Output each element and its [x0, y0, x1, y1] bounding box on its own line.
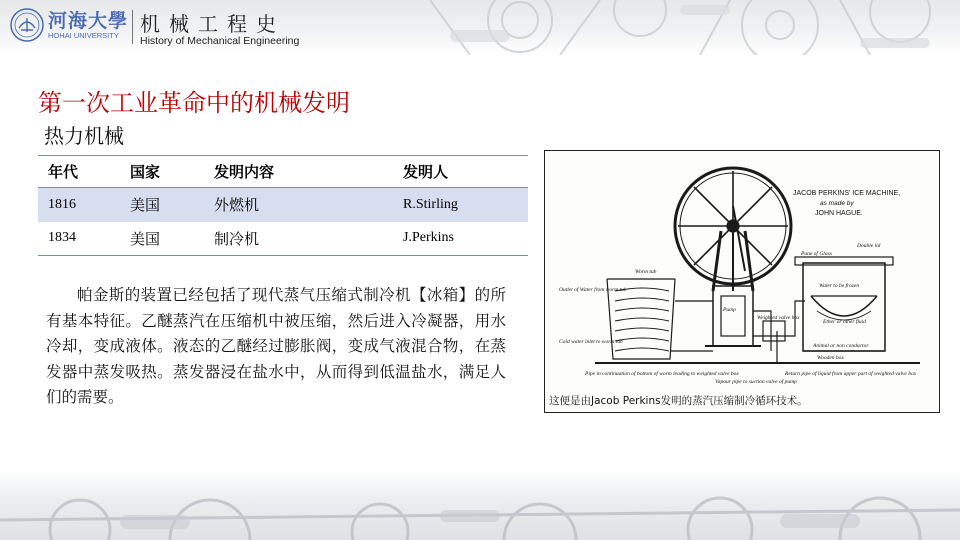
- label-water-frozen: Water to be frozen: [819, 283, 860, 289]
- ice-machine-figure: [544, 150, 940, 413]
- label-ether: Ether or other fluid: [823, 319, 866, 325]
- table-header-row: [38, 156, 528, 188]
- cell-year: 1816: [38, 188, 120, 222]
- label-outlet: Outlet of Water from worm tub: [559, 287, 627, 293]
- label-return-pipe: Return pipe of liquid from upper part of weighted valve box: [785, 371, 917, 377]
- table-row: [38, 188, 528, 222]
- slide-title: 第一次工业革命中的机械发明: [38, 89, 350, 117]
- label-worm-tub: Worm tub: [635, 269, 657, 275]
- label-pane: Pane of Glass: [801, 251, 832, 257]
- university-logo-icon: [10, 8, 44, 42]
- figure-title-line1: JACOB PERKINS' ICE MACHINE,: [793, 190, 901, 197]
- cell-country: 美国: [120, 222, 204, 256]
- header-year: 年代: [38, 156, 120, 188]
- inventions-table: [38, 155, 528, 256]
- header-country: 国家: [120, 156, 204, 188]
- footer-band: [0, 470, 960, 540]
- footer-machinery-background: [0, 470, 960, 540]
- cell-invention: 制冷机: [204, 222, 393, 256]
- label-pipe-continuation: Pipe in continuation of bottom of worm leading to weighted valve box: [585, 371, 739, 377]
- cell-inventor: J.Perkins: [393, 222, 528, 256]
- figure-caption: 这便是由Jacob Perkins发明的蒸汽压缩制冷循环技术。: [549, 395, 808, 407]
- figure-title-line2: as made by: [820, 200, 854, 207]
- header-invention: 发明内容: [204, 156, 393, 188]
- cell-inventor: R.Stirling: [393, 188, 528, 222]
- course-title-cn: 机械工程史: [140, 12, 285, 36]
- cell-country: 美国: [120, 188, 204, 222]
- ice-machine-drawing: [545, 151, 941, 414]
- label-wooden-box: Wooden box: [817, 355, 844, 361]
- figure-title-line3: JOHN HAGUE.: [815, 210, 863, 217]
- label-vapour-pipe: Vapour pipe to suction valve of pump: [715, 379, 797, 385]
- header-divider: [132, 10, 133, 44]
- label-weighted-valve: Weighted valve box: [757, 315, 800, 321]
- table-row: [38, 222, 528, 256]
- university-name-cn: 河海大學: [48, 10, 129, 32]
- university-name-en: HOHAI UNIVERSITY: [48, 31, 119, 40]
- label-pump: Pump: [723, 307, 736, 313]
- label-cold-water: Cold water inlet to worm tub: [559, 339, 623, 345]
- cell-invention: 外燃机: [204, 188, 393, 222]
- label-nonconductor: Animal or non conductor: [813, 343, 869, 349]
- header-inventor: 发明人: [393, 156, 528, 188]
- slide-subtitle: 热力机械: [44, 124, 124, 148]
- label-double-lid: Double lid: [857, 243, 881, 249]
- cell-year: 1834: [38, 222, 120, 256]
- course-title-en: History of Mechanical Engineering: [140, 35, 300, 47]
- description-paragraph: 帕金斯的装置已经包括了现代蒸气压缩式制冷机【冰箱】的所有基本特征。乙醚蒸汽在压缩机中被压缩，然后进入冷凝器，用水冷却，变成液体。液态的乙醚经过膨胀阀，变成气液混合物，在蒸发器中蒸发吸热。蒸发器浸在盐水中，从而得到低温盐水，满足人们的需要。: [46, 286, 506, 406]
